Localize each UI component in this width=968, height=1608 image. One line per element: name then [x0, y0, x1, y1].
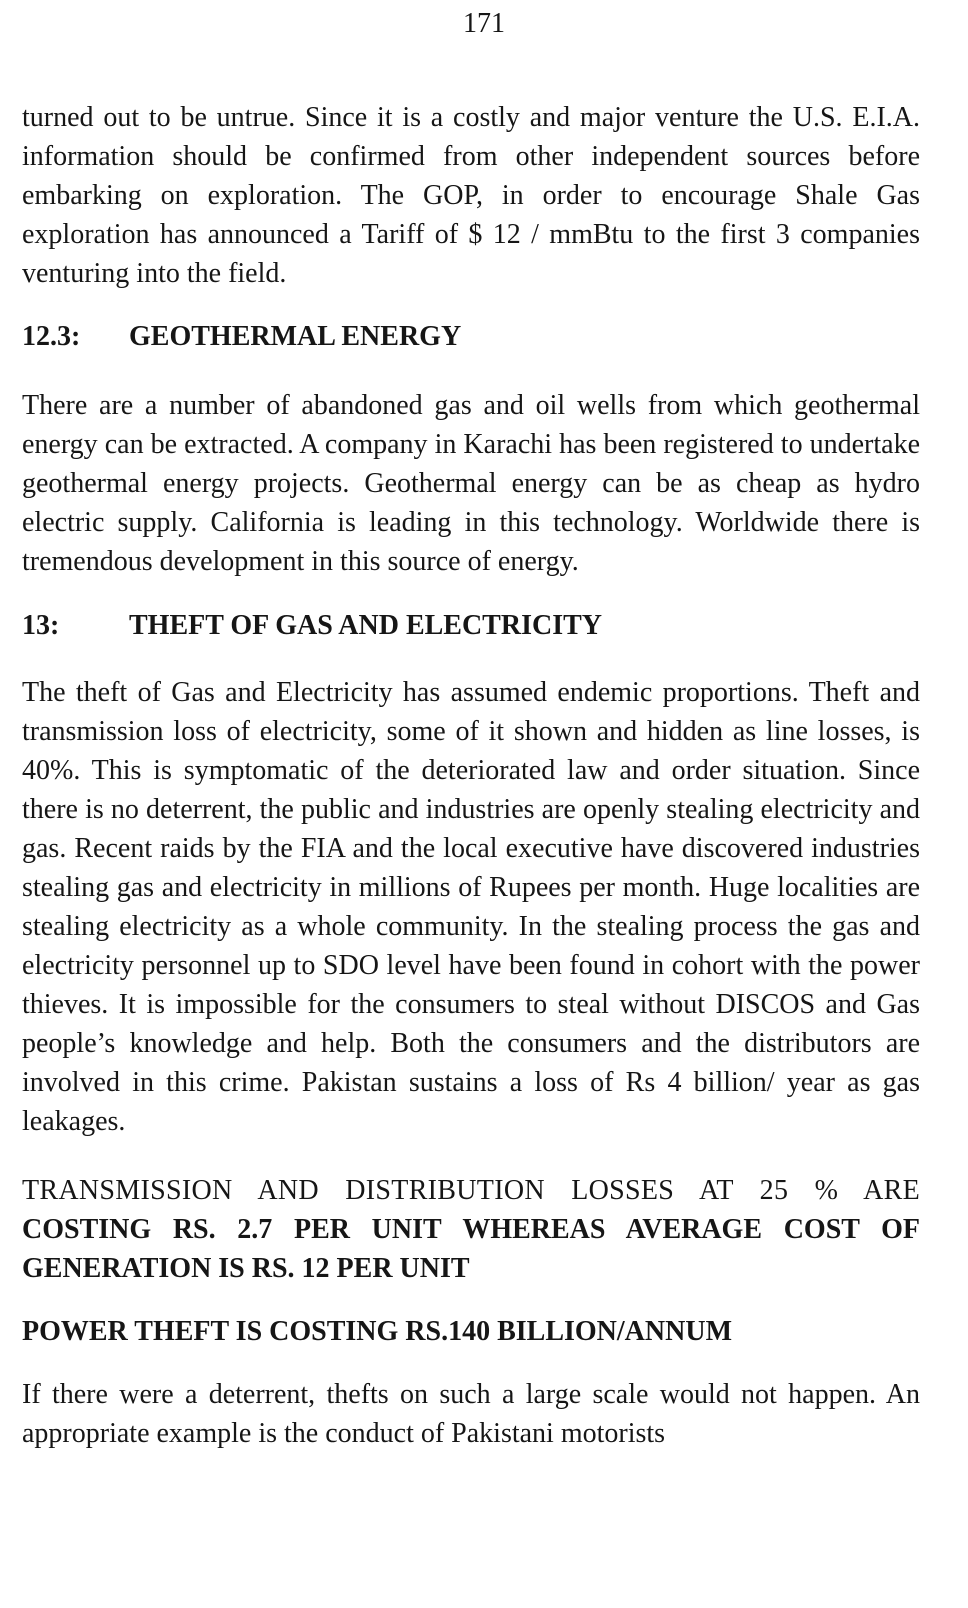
- section-title-geothermal: GEOTHERMAL ENERGY: [129, 321, 462, 352]
- power-theft-callout: POWER THEFT IS COSTING RS.140 BILLION/ANNUM: [22, 1316, 732, 1347]
- intro-paragraph: turned out to be untrue. Since it is a costly and major venture the U.S. E.I.A. information should be confirmed from other independent sources before embarking on exploration. The GOP, in order to encourage Shale Gas exploration has announced a Tariff of $ 12 / mmBtu to the first 3 companies venturing into the field.: [22, 102, 920, 289]
- geothermal-paragraph: There are a number of abandoned gas and oil wells from which geothermal energy can be extracted. A company in Karachi has been registered to undertake geothermal energy projects. Geothermal energy can be as cheap as hydro electric supply. California is leading in this technology. Worldwide there is tremendous development in this source of energy.: [22, 390, 920, 577]
- transmission-losses-emphasis: COSTING RS. 2.7 PER UNIT WHEREAS AVERAGE COST OF GENERATION IS RS. 12 PER UNIT: [22, 1214, 920, 1284]
- page-number: 171: [463, 8, 505, 39]
- section-number-geothermal: 12.3:: [22, 321, 81, 352]
- section-heading-theft: [22, 606, 920, 645]
- transmission-losses-callout: [22, 1171, 920, 1288]
- page-body: [22, 98, 920, 1453]
- section-heading-geothermal: [22, 317, 920, 356]
- section-title-theft: THEFT OF GAS AND ELECTRICITY: [129, 610, 602, 641]
- section-number-theft: 13:: [22, 610, 60, 641]
- theft-paragraph: The theft of Gas and Electricity has assumed endemic proportions. Theft and transmission loss of electricity, some of it shown and hidden as line losses, is 40%. This is symptomatic of the deteriorated law and order situation. Since there is no deterrent, the public and industries are openly stealing electricity and gas. Recent raids by the FIA and the local executive have discovered industries stealing gas and electricity in millions of Rupees per month. Huge localities are stealing electricity as a whole community. In the stealing process the gas and electricity personnel up to SDO level have been found in cohort with the power thieves. It is impossible for the consumers to steal without DISCOS and Gas people’s knowledge and help. Both the consumers and the distributors are involved in this crime. Pakistan sustains a loss of Rs 4 billion/ year as gas leakages.: [22, 677, 920, 1137]
- transmission-losses-lead: TRANSMISSION AND DISTRIBUTION LOSSES AT 25 % ARE: [22, 1175, 920, 1206]
- deterrent-paragraph: If there were a deterrent, thefts on such a large scale would not happen. An appropriate example is the conduct of Pakistani motorists: [22, 1379, 920, 1449]
